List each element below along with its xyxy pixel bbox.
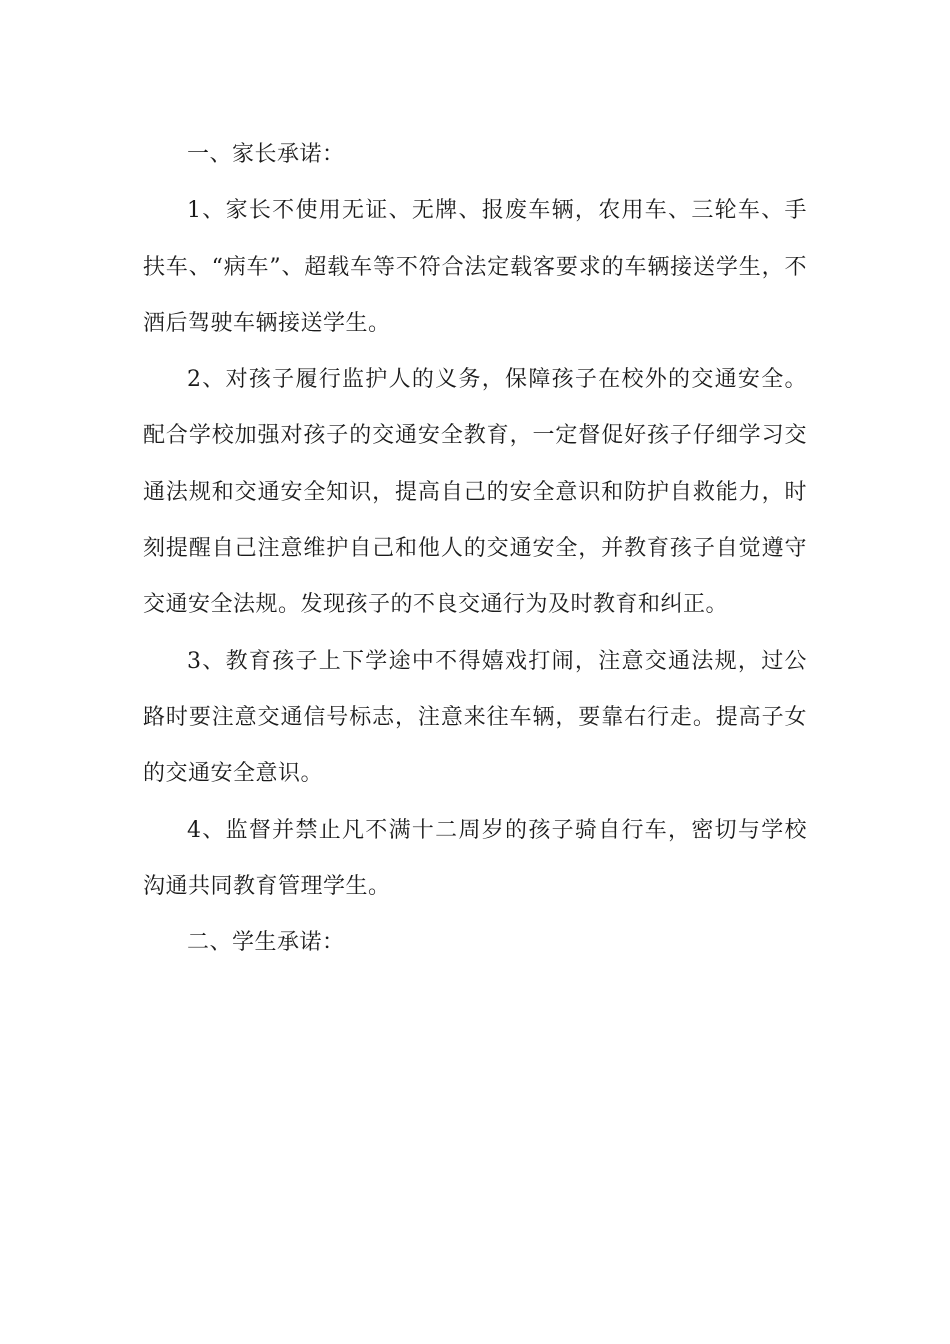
paragraph-item-1: 1、家长不使用无证、无牌、报废车辆，农用车、三轮车、手扶车、“病车”、超载车等不符合法定载客要求的车辆接送学生，不酒后驾驶车辆接送学生。 [143,198,807,336]
paragraph-item-4: 4、监督并禁止凡不满十二周岁的孩子骑自行车，密切与学校沟通共同教育管理学生。 [143,817,807,899]
document-body [143,127,807,971]
paragraph-item-2: 2、对孩子履行监护人的义务，保障孩子在校外的交通安全。配合学校加强对孩子的交通安全教育，一定督促好孩子仔细学习交通法规和交通安全知识，提高自己的安全意识和防护自救能力，时刻提醒自己注意维护自己和他人的交通安全，并教育孩子自觉遵守交通安全法规。发现孩子的不良交通行为及时教育和纠正。 [143,367,807,618]
paragraph-item-3: 3、教育孩子上下学途中不得嬉戏打闹，注意交通法规，过公路时要注意交通信号标志，注意来往车辆，要靠右行走。提高子女的交通安全意识。 [143,648,807,787]
section-heading-student-commitment: 二、学生承诺： [187,930,345,956]
section-heading-parent-commitment: 一、家长承诺： [187,142,345,167]
